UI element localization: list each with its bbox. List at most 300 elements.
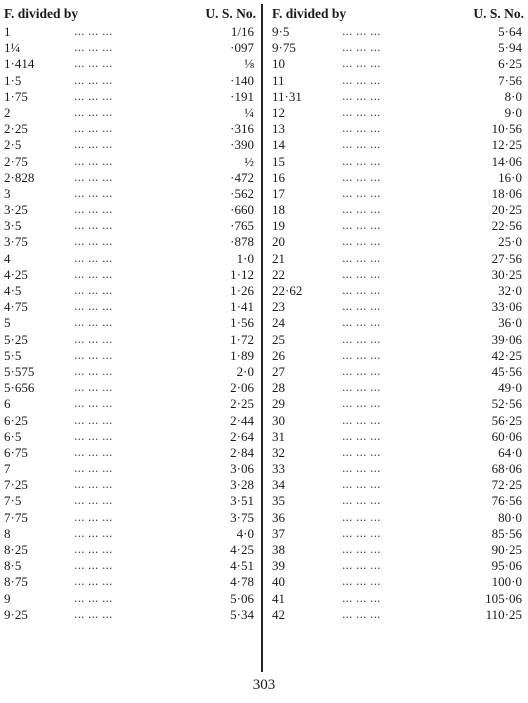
us-no-value: 14·06	[491, 153, 522, 169]
f-divided-by-value: 5·25	[4, 331, 28, 347]
us-no-value: 5·94	[498, 40, 522, 56]
us-no-value: ¼	[244, 104, 254, 120]
table-row	[4, 170, 256, 186]
us-no-value: 22·56	[491, 218, 522, 234]
table-row	[272, 89, 524, 105]
us-no-value: ½	[244, 153, 254, 169]
us-no-value: 45·56	[491, 363, 522, 379]
us-no-value: 80·0	[498, 509, 522, 525]
f-divided-by-value: 22	[272, 266, 285, 282]
f-divided-by-value: 19	[272, 218, 285, 234]
f-divided-by-value: 7	[4, 461, 11, 477]
f-divided-by-value: 36	[272, 509, 285, 525]
f-divided-by-value: 20	[272, 234, 285, 250]
f-divided-by-value: 5	[4, 315, 11, 331]
leader-dots: ... ... ...	[74, 284, 113, 297]
leader-dots: ... ... ...	[342, 105, 381, 119]
f-divided-by-value: 3·5	[4, 218, 22, 234]
leader-dots: ... ... ...	[74, 575, 113, 589]
f-divided-by-value: 30	[272, 412, 285, 428]
table-row	[4, 186, 256, 202]
leader-dots: ... ... ...	[74, 57, 113, 71]
f-divided-by-value: 41	[272, 590, 285, 606]
leader-dots: ... ... ...	[342, 429, 381, 443]
us-no-value: 56·25	[491, 412, 522, 428]
leader-dots: ... ... ...	[74, 526, 113, 540]
us-no-value: 1·41	[230, 299, 254, 315]
table-row	[4, 348, 256, 364]
table-row	[272, 413, 524, 429]
table-row	[4, 251, 256, 267]
table-row	[4, 445, 256, 461]
us-no-value: ·765	[230, 218, 254, 234]
leader-dots: ... ... ...	[74, 73, 113, 87]
f-divided-by-value: 35	[272, 493, 285, 509]
leader-dots: ... ... ...	[342, 348, 381, 362]
f-divided-by-value: 9·75	[272, 40, 296, 56]
us-no-value: 2·64	[230, 428, 254, 444]
f-divided-by-value: 1·414	[4, 56, 35, 72]
leader-dots: ... ... ...	[74, 510, 113, 524]
leader-dots: ... ... ...	[74, 138, 113, 152]
table-row	[4, 493, 256, 509]
table-row	[4, 315, 256, 331]
table-row	[272, 542, 524, 558]
us-no-value: ·390	[230, 137, 254, 153]
us-no-value: 1·89	[230, 347, 254, 363]
table-row	[272, 267, 524, 283]
leader-dots: ... ... ...	[74, 170, 113, 184]
table-row	[4, 299, 256, 315]
leader-dots: ... ... ...	[342, 251, 381, 265]
leader-dots: ... ... ...	[342, 397, 381, 411]
table-row	[272, 396, 524, 412]
table-row	[4, 283, 256, 299]
us-no-value: ·660	[230, 202, 254, 218]
leader-dots: ... ... ...	[74, 478, 113, 492]
table-row	[4, 364, 256, 380]
leader-dots: ... ... ...	[342, 284, 381, 297]
leader-dots: ... ... ...	[74, 462, 113, 476]
table-row	[4, 413, 256, 429]
table-row	[4, 542, 256, 558]
leader-dots: ... ... ...	[342, 559, 381, 573]
f-divided-by-value: 2·25	[4, 121, 28, 137]
leader-dots: ... ... ...	[74, 105, 113, 119]
left-rows	[4, 24, 256, 623]
us-no-value: 42·25	[491, 347, 522, 363]
table-row	[272, 591, 524, 607]
f-divided-by-value: 2·828	[4, 169, 35, 185]
right-header-us-no: U. S. No.	[473, 6, 524, 21]
leader-dots: ... ... ...	[74, 364, 113, 378]
leader-dots: ... ... ...	[342, 526, 381, 540]
table-row	[4, 429, 256, 445]
f-divided-by-value: 3	[4, 185, 11, 201]
table-row	[4, 89, 256, 105]
leader-dots: ... ... ...	[342, 41, 381, 55]
leader-dots: ... ... ...	[74, 332, 113, 346]
f-divided-by-value: 3·75	[4, 234, 28, 250]
table-row	[272, 429, 524, 445]
leader-dots: ... ... ...	[74, 25, 113, 38]
us-no-value: 49·0	[498, 380, 522, 396]
f-divided-by-value: 25	[272, 331, 285, 347]
left-header-f-divided-by: F. divided by	[4, 6, 79, 21]
table-row	[272, 234, 524, 250]
us-no-value: 52·56	[491, 396, 522, 412]
f-divided-by-value: 7·5	[4, 493, 22, 509]
table-row	[272, 121, 524, 137]
f-divided-by-value: 26	[272, 347, 285, 363]
leader-dots: ... ... ...	[74, 494, 113, 508]
left-header-us-no: U. S. No.	[205, 6, 256, 21]
f-divided-by-value: 1	[4, 24, 11, 39]
f-divided-by-value: 9	[4, 590, 11, 606]
leader-dots: ... ... ...	[342, 413, 381, 427]
us-no-value: 7·56	[498, 72, 522, 88]
us-no-value: 3·28	[230, 477, 254, 493]
f-divided-by-value: 1·75	[4, 88, 28, 104]
us-no-value: 68·06	[491, 461, 522, 477]
leader-dots: ... ... ...	[74, 429, 113, 443]
us-no-value: 6·25	[498, 56, 522, 72]
us-no-value: ·316	[230, 121, 254, 137]
leader-dots: ... ... ...	[342, 316, 381, 330]
us-no-value: ·878	[230, 234, 254, 250]
leader-dots: ... ... ...	[74, 397, 113, 411]
f-divided-by-value: 38	[272, 542, 285, 557]
f-divided-by-value: 4·75	[4, 299, 28, 315]
leader-dots: ... ... ...	[74, 543, 113, 556]
page-number: 303	[252, 677, 276, 693]
table-row	[272, 510, 524, 526]
leader-dots: ... ... ...	[342, 575, 381, 589]
leader-dots: ... ... ...	[342, 73, 381, 87]
f-divided-by-value: 1¼	[4, 40, 21, 56]
leader-dots: ... ... ...	[342, 494, 381, 508]
right-column	[272, 4, 524, 623]
us-no-value: 95·06	[491, 558, 522, 574]
us-no-value: 3·06	[230, 461, 254, 477]
table-row	[272, 186, 524, 202]
table-row	[4, 105, 256, 121]
left-column	[4, 4, 256, 623]
f-divided-by-value: 14	[272, 137, 285, 153]
table-row	[272, 364, 524, 380]
leader-dots: ... ... ...	[342, 57, 381, 71]
us-no-value: ·562	[230, 185, 254, 201]
us-no-value: 8·0	[504, 88, 522, 104]
us-no-value: 36·0	[498, 315, 522, 331]
f-divided-by-value: 6·75	[4, 444, 28, 460]
us-no-value: 72·25	[491, 477, 522, 493]
leader-dots: ... ... ...	[342, 510, 381, 524]
f-divided-by-value: 7·25	[4, 477, 28, 493]
us-no-value: 9·0	[504, 104, 522, 120]
leader-dots: ... ... ...	[74, 251, 113, 265]
us-no-value: 3·51	[230, 493, 254, 509]
table-row	[272, 574, 524, 590]
f-divided-by-value: 16	[272, 169, 285, 185]
table-row	[4, 461, 256, 477]
table-row	[4, 24, 256, 40]
f-divided-by-value: 42	[272, 606, 285, 622]
table-row	[4, 56, 256, 72]
us-no-value: ·191	[230, 88, 254, 104]
leader-dots: ... ... ...	[74, 607, 113, 621]
us-no-value: 1/16	[230, 24, 254, 39]
f-divided-by-value: 5·656	[4, 380, 35, 396]
leader-dots: ... ... ...	[342, 154, 381, 168]
f-divided-by-value: 34	[272, 477, 285, 493]
f-divided-by-value: 33	[272, 461, 285, 477]
us-no-value: ·472	[230, 169, 254, 185]
us-no-value: 39·06	[491, 331, 522, 347]
leader-dots: ... ... ...	[342, 591, 381, 605]
us-no-value: 33·06	[491, 299, 522, 315]
f-divided-by-value: 6·5	[4, 428, 22, 444]
us-no-value: 30·25	[491, 266, 522, 282]
leader-dots: ... ... ...	[342, 25, 381, 38]
us-no-value: 110·25	[485, 606, 522, 622]
table-row	[272, 283, 524, 299]
us-no-value: 5·64	[498, 24, 522, 39]
f-divided-by-value: 10	[272, 56, 285, 72]
f-divided-by-value: 37	[272, 525, 285, 541]
table-row	[272, 315, 524, 331]
right-header	[272, 4, 524, 24]
us-no-value: 1·26	[230, 283, 254, 298]
leader-dots: ... ... ...	[74, 381, 113, 395]
us-no-value: 4·0	[236, 525, 254, 541]
table-row	[272, 526, 524, 542]
leader-dots: ... ... ...	[74, 186, 113, 200]
leader-dots: ... ... ...	[74, 413, 113, 427]
leader-dots: ... ... ...	[342, 170, 381, 184]
leader-dots: ... ... ...	[342, 122, 381, 136]
f-divided-by-value: 32	[272, 444, 285, 460]
leader-dots: ... ... ...	[74, 122, 113, 136]
table-row	[4, 510, 256, 526]
right-rows	[272, 24, 524, 623]
f-divided-by-value: 4·25	[4, 266, 28, 282]
leader-dots: ... ... ...	[342, 364, 381, 378]
leader-dots: ... ... ...	[342, 186, 381, 200]
table-row	[272, 73, 524, 89]
right-header-f-divided-by: F. divided by	[272, 6, 347, 21]
us-no-value: 2·25	[230, 396, 254, 412]
us-no-value: 85·56	[491, 525, 522, 541]
table-row	[4, 574, 256, 590]
table-row	[272, 332, 524, 348]
us-no-value: 16·0	[498, 169, 522, 185]
leader-dots: ... ... ...	[342, 332, 381, 346]
us-no-value: 2·44	[230, 412, 254, 428]
us-no-value: 32·0	[498, 283, 522, 298]
f-divided-by-value: 4·5	[4, 283, 22, 298]
us-no-value: 76·56	[491, 493, 522, 509]
f-divided-by-value: 22·62	[272, 283, 303, 298]
f-divided-by-value: 4	[4, 250, 11, 266]
leader-dots: ... ... ...	[74, 267, 113, 281]
us-no-value: 2·84	[230, 444, 254, 460]
leader-dots: ... ... ...	[342, 462, 381, 476]
us-no-value: 4·51	[230, 558, 254, 574]
table-row	[272, 445, 524, 461]
us-no-value: ·140	[230, 72, 254, 88]
table-row	[4, 380, 256, 396]
us-no-value: 60·06	[491, 428, 522, 444]
table-row	[4, 477, 256, 493]
leader-dots: ... ... ...	[342, 543, 381, 556]
us-no-value: 1·12	[230, 266, 254, 282]
f-divided-by-value: 7·75	[4, 509, 28, 525]
f-divided-by-value: 23	[272, 299, 285, 315]
table-row	[272, 154, 524, 170]
leader-dots: ... ... ...	[342, 203, 381, 217]
table-row	[4, 267, 256, 283]
f-divided-by-value: 8·25	[4, 542, 28, 557]
table-row	[272, 251, 524, 267]
table-row	[272, 493, 524, 509]
table-row	[272, 299, 524, 315]
us-no-value: ·097	[230, 40, 254, 56]
table-row	[4, 234, 256, 250]
table-row	[272, 24, 524, 40]
leader-dots: ... ... ...	[74, 559, 113, 573]
us-no-value: 10·56	[491, 121, 522, 137]
table-row	[4, 73, 256, 89]
table-row	[4, 202, 256, 218]
leader-dots: ... ... ...	[342, 607, 381, 621]
table-row	[272, 56, 524, 72]
us-no-value: 25·0	[498, 234, 522, 250]
us-no-value: 64·0	[498, 444, 522, 460]
leader-dots: ... ... ...	[342, 478, 381, 492]
f-divided-by-value: 2·75	[4, 153, 28, 169]
leader-dots: ... ... ...	[342, 89, 381, 103]
table-row	[4, 121, 256, 137]
table-row	[272, 218, 524, 234]
f-divided-by-value: 8·5	[4, 558, 22, 574]
us-no-value: 2·06	[230, 380, 254, 396]
leader-dots: ... ... ...	[342, 219, 381, 233]
leader-dots: ... ... ...	[342, 445, 381, 459]
leader-dots: ... ... ...	[74, 348, 113, 362]
us-no-value: ⅛	[244, 56, 254, 72]
table-row	[272, 202, 524, 218]
us-no-value: 90·25	[491, 542, 522, 557]
leader-dots: ... ... ...	[74, 219, 113, 233]
leader-dots: ... ... ...	[74, 154, 113, 168]
leader-dots: ... ... ...	[74, 203, 113, 217]
leader-dots: ... ... ...	[342, 138, 381, 152]
f-divided-by-value: 2	[4, 104, 11, 120]
f-divided-by-value: 6·25	[4, 412, 28, 428]
us-no-value: 5·34	[230, 606, 254, 622]
table-row	[272, 170, 524, 186]
f-divided-by-value: 31	[272, 428, 285, 444]
table-row	[272, 40, 524, 56]
f-divided-by-value: 15	[272, 153, 285, 169]
table-row	[4, 526, 256, 542]
us-no-value: 2·0	[236, 363, 254, 379]
us-no-value: 105·06	[485, 590, 522, 606]
us-no-value: 4·78	[230, 574, 254, 590]
f-divided-by-value: 12	[272, 104, 285, 120]
leader-dots: ... ... ...	[74, 316, 113, 330]
us-no-value: 1·72	[230, 331, 254, 347]
table-row	[4, 154, 256, 170]
leader-dots: ... ... ...	[342, 300, 381, 314]
f-divided-by-value: 5·5	[4, 347, 22, 363]
leader-dots: ... ... ...	[74, 235, 113, 249]
leader-dots: ... ... ...	[342, 267, 381, 281]
left-header	[4, 4, 256, 24]
table-row	[4, 607, 256, 623]
f-divided-by-value: 9·25	[4, 606, 28, 622]
table-row	[272, 607, 524, 623]
leader-dots: ... ... ...	[74, 89, 113, 103]
table-row	[272, 477, 524, 493]
table-row	[272, 137, 524, 153]
f-divided-by-value: 28	[272, 380, 285, 396]
leader-dots: ... ... ...	[74, 445, 113, 459]
f-divided-by-value: 3·25	[4, 202, 28, 218]
f-divided-by-value: 11·31	[272, 88, 302, 104]
f-divided-by-value: 8·75	[4, 574, 28, 590]
table-row	[272, 380, 524, 396]
f-divided-by-value: 1·5	[4, 72, 22, 88]
f-divided-by-value: 21	[272, 250, 285, 266]
f-divided-by-value: 6	[4, 396, 11, 412]
table-row	[4, 218, 256, 234]
f-divided-by-value: 11	[272, 72, 285, 88]
table-row	[272, 348, 524, 364]
f-divided-by-value: 2·5	[4, 137, 22, 153]
f-divided-by-value: 13	[272, 121, 285, 137]
f-divided-by-value: 29	[272, 396, 285, 412]
table-row	[4, 558, 256, 574]
table-row	[4, 591, 256, 607]
table-row	[272, 105, 524, 121]
us-no-value: 18·06	[491, 185, 522, 201]
us-no-value: 1·0	[236, 250, 254, 266]
f-divided-by-value: 5·575	[4, 363, 35, 379]
us-no-value: 12·25	[491, 137, 522, 153]
table-row	[4, 137, 256, 153]
leader-dots: ... ... ...	[342, 381, 381, 395]
table-row	[4, 332, 256, 348]
us-no-value: 5·06	[230, 590, 254, 606]
f-divided-by-value: 8	[4, 525, 11, 541]
f-divided-by-value: 24	[272, 315, 285, 331]
us-no-value: 4·25	[230, 542, 254, 557]
us-no-value: 3·75	[230, 509, 254, 525]
f-divided-by-value: 18	[272, 202, 285, 218]
f-divided-by-value: 39	[272, 558, 285, 574]
f-divided-by-value: 27	[272, 363, 285, 379]
table-row	[4, 40, 256, 56]
table-row	[272, 558, 524, 574]
us-no-value: 1·56	[230, 315, 254, 331]
column-divider	[261, 4, 263, 672]
f-divided-by-value: 17	[272, 185, 285, 201]
leader-dots: ... ... ...	[342, 235, 381, 249]
f-divided-by-value: 40	[272, 574, 285, 590]
leader-dots: ... ... ...	[74, 300, 113, 314]
